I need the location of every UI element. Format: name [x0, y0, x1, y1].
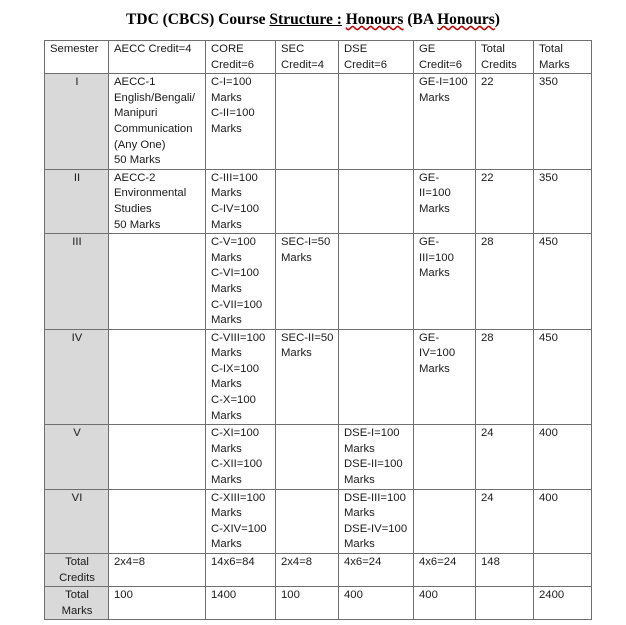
cell-line: Marks	[211, 378, 242, 391]
cell-line: DSE-II=100	[344, 458, 403, 471]
semester-cell: V	[45, 425, 109, 489]
cell-line: Marks	[281, 347, 312, 360]
credits-cell: 28	[476, 329, 534, 425]
core-cell	[206, 329, 276, 425]
cell-line: Marks	[211, 282, 242, 295]
ge-cell	[414, 169, 476, 233]
cell-line: DSE-I=100	[344, 427, 400, 440]
core-cell	[206, 489, 276, 553]
dse-cell	[339, 74, 414, 170]
sec-cell	[276, 489, 339, 553]
cell-line: Marks	[211, 507, 242, 520]
credits-cell	[476, 587, 534, 620]
cell-line: Marks	[211, 218, 242, 231]
semester-cell: VI	[45, 489, 109, 553]
table-row	[45, 74, 592, 170]
cell-line: DSE-III=100	[344, 491, 406, 504]
dse-cell	[339, 329, 414, 425]
dse-cell	[339, 425, 414, 489]
cell-line: GE-	[419, 171, 440, 184]
title-structure: Structure :	[269, 11, 342, 28]
aecc-cell: 2x4=8	[109, 554, 206, 587]
cell-line: 50 Marks	[114, 154, 161, 167]
header-ge: GE Credit=6	[414, 41, 476, 74]
marks-cell	[534, 554, 592, 587]
marks-cell: 2400	[534, 587, 592, 620]
cell-line: C-VI=100	[211, 267, 260, 280]
cell-line: 50 Marks	[114, 218, 161, 231]
credits-cell: 22	[476, 74, 534, 170]
aecc-cell	[109, 234, 206, 330]
cell-line: C-III=100	[211, 171, 258, 184]
header-total-marks: Total Marks	[534, 41, 592, 74]
header-row	[45, 41, 592, 74]
header-sec: SEC Credit=4	[276, 41, 339, 74]
cell-line: C-IX=100	[211, 362, 260, 375]
cell-line: (Any One)	[114, 138, 166, 151]
title-honours-2: Honours	[437, 11, 495, 28]
cell-line: Studies	[114, 202, 152, 215]
cell-line: C-XII=100	[211, 458, 263, 471]
cell-line: Marks	[211, 251, 242, 264]
credits-cell: 22	[476, 169, 534, 233]
credits-cell: 24	[476, 425, 534, 489]
cell-line: Marks	[419, 362, 450, 375]
cell-line: C-VII=100	[211, 298, 263, 311]
aecc-cell	[109, 425, 206, 489]
sec-cell	[276, 425, 339, 489]
cell-line: SEC-I=50	[281, 236, 331, 249]
cell-line: Manipuri	[114, 107, 158, 120]
header-total-credits: Total Credits	[476, 41, 534, 74]
cell-line: Marks	[344, 442, 375, 455]
cell-line: Marks	[211, 91, 242, 104]
marks-cell: 350	[534, 74, 592, 170]
cell-line: Marks	[211, 442, 242, 455]
sec-cell: 100	[276, 587, 339, 620]
cell-line: DSE-IV=100	[344, 522, 408, 535]
header-dse: DSE Credit=6	[339, 41, 414, 74]
aecc-cell	[109, 329, 206, 425]
aecc-cell: 100	[109, 587, 206, 620]
cell-line: IV=100	[419, 347, 456, 360]
cell-line: Marks	[211, 347, 242, 360]
cell-line: III=100	[419, 251, 454, 264]
credits-cell: 28	[476, 234, 534, 330]
sec-cell	[276, 329, 339, 425]
cell-line: C-XIV=100	[211, 522, 267, 535]
core-cell	[206, 74, 276, 170]
cell-line: GE-	[419, 236, 440, 249]
dse-cell	[339, 489, 414, 553]
cell-line: C-XIII=100	[211, 491, 266, 504]
cell-line: Marks	[419, 267, 450, 280]
sec-cell	[276, 169, 339, 233]
dse-cell: 4x6=24	[339, 554, 414, 587]
sec-cell: 2x4=8	[276, 554, 339, 587]
title-prefix: TDC (CBCS) Course	[126, 11, 270, 28]
dse-cell	[339, 234, 414, 330]
total-credits-row	[45, 554, 592, 587]
header-aecc: AECC Credit=4	[109, 41, 206, 74]
semester-cell: II	[45, 169, 109, 233]
cell-line: II=100	[419, 187, 451, 200]
cell-line: Marks	[211, 409, 242, 422]
cell-line: C-V=100	[211, 236, 256, 249]
header-semester: Semester	[45, 41, 109, 74]
cell-line: C-X=100	[211, 394, 256, 407]
table-row	[45, 489, 592, 553]
title-close: )	[494, 11, 500, 28]
marks-cell: 450	[534, 329, 592, 425]
cell-line: GE-I=100	[419, 76, 468, 89]
cell-line: Marks	[344, 474, 375, 487]
header-core: CORE Credit=6	[206, 41, 276, 74]
ge-cell	[414, 234, 476, 330]
cell-line: Marks	[211, 314, 242, 327]
marks-cell: 400	[534, 425, 592, 489]
cell-line: Marks	[211, 538, 242, 551]
cell-line: Environmental	[114, 187, 187, 200]
marks-cell: 400	[534, 489, 592, 553]
cell-line: C-VIII=100	[211, 331, 266, 344]
cell-line: Marks	[211, 474, 242, 487]
semester-cell: IV	[45, 329, 109, 425]
aecc-cell	[109, 489, 206, 553]
page-title	[0, 11, 626, 29]
credits-cell: 148	[476, 554, 534, 587]
semester-cell: I	[45, 74, 109, 170]
cell-line: C-IV=100	[211, 202, 260, 215]
cell-line: Marks	[281, 251, 312, 264]
cell-line: C-I=100	[211, 76, 252, 89]
cell-line: C-XI=100	[211, 427, 260, 440]
dse-cell: 400	[339, 587, 414, 620]
ge-cell	[414, 329, 476, 425]
semester-cell: III	[45, 234, 109, 330]
ge-cell	[414, 74, 476, 170]
total-marks-label: Total Marks	[45, 587, 109, 620]
aecc-cell	[109, 74, 206, 170]
table-row	[45, 169, 592, 233]
cell-line: Marks	[419, 202, 450, 215]
aecc-cell	[109, 169, 206, 233]
cell-line: Marks	[344, 538, 375, 551]
core-cell	[206, 169, 276, 233]
cell-line: SEC-II=50	[281, 331, 334, 344]
cell-line: GE-	[419, 331, 440, 344]
credits-cell: 24	[476, 489, 534, 553]
cell-line: Marks	[419, 91, 450, 104]
total-marks-row	[45, 587, 592, 620]
core-cell: 14x6=84	[206, 554, 276, 587]
table-row	[45, 234, 592, 330]
ge-cell: 4x6=24	[414, 554, 476, 587]
sec-cell	[276, 74, 339, 170]
table-row	[45, 329, 592, 425]
ge-cell: 400	[414, 587, 476, 620]
cell-line: C-II=100	[211, 107, 255, 120]
core-cell	[206, 425, 276, 489]
cell-line: Marks	[344, 507, 375, 520]
total-credits-label: Total Credits	[45, 554, 109, 587]
ge-cell	[414, 489, 476, 553]
title-suffix: (BA	[403, 11, 438, 28]
core-cell: 1400	[206, 587, 276, 620]
cell-line: AECC-1	[114, 76, 156, 89]
course-structure-table	[44, 40, 592, 620]
sec-cell	[276, 234, 339, 330]
table-row	[45, 425, 592, 489]
cell-line: Communication	[114, 122, 193, 135]
ge-cell	[414, 425, 476, 489]
cell-line: Marks	[211, 122, 242, 135]
cell-line: English/Bengali/	[114, 91, 196, 104]
dse-cell	[339, 169, 414, 233]
cell-line: Marks	[211, 187, 242, 200]
marks-cell: 350	[534, 169, 592, 233]
title-honours: Honours	[345, 11, 404, 28]
cell-line: AECC-2	[114, 171, 156, 184]
marks-cell: 450	[534, 234, 592, 330]
core-cell	[206, 234, 276, 330]
